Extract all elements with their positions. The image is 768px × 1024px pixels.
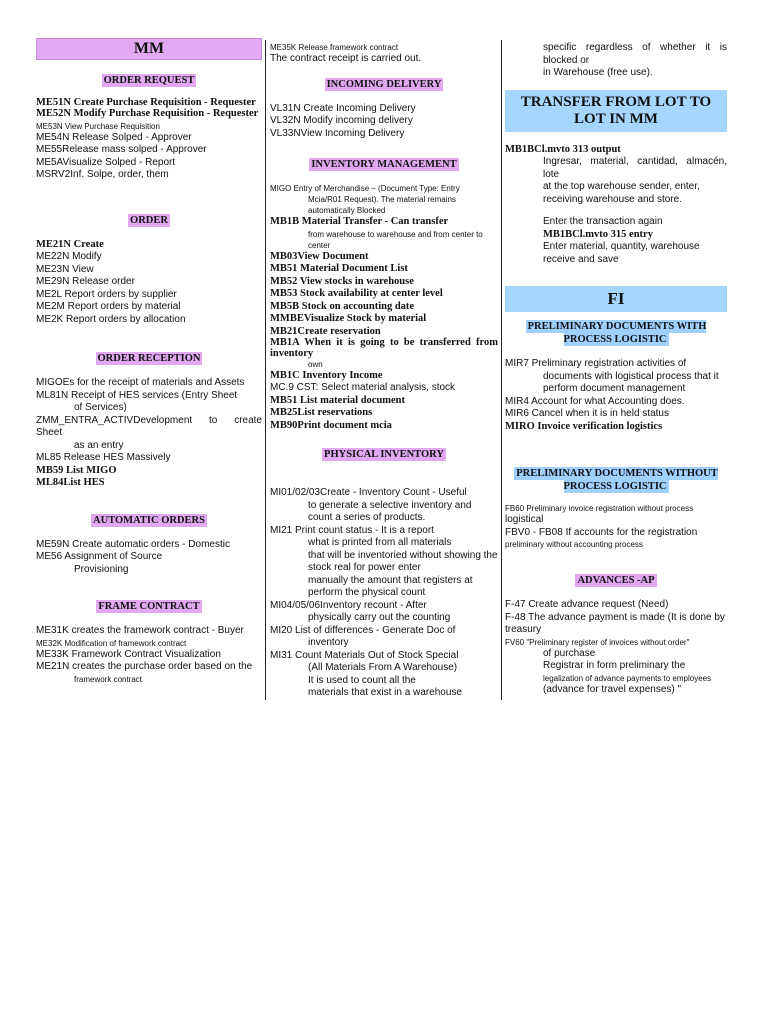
advances-header: ADVANCES -AP (577, 575, 655, 586)
entry-line: MB59 List MIGO (36, 464, 117, 476)
incoming-delivery-header: INCOMING DELIVERY (326, 78, 442, 90)
entry-line: Enter the transaction again (543, 216, 663, 227)
entry-line: Ingresar, material, cantidad, almacén, lote (543, 156, 727, 180)
entry-line: MB51 Material Document List (270, 263, 408, 274)
entry-line: F-47 Create advance request (Need) (505, 599, 669, 610)
entry-line: legalization of advance payments to employees (543, 673, 712, 683)
entry-line: as an entry (74, 439, 124, 451)
frame-contract-header: FRAME CONTRACT (98, 601, 200, 612)
column-divider-2 (501, 40, 502, 700)
order-header: ORDER (130, 214, 168, 226)
entry-line: automatically Blocked (308, 206, 386, 215)
order-request-header: ORDER REQUEST (103, 75, 195, 86)
entry-line: VL31N Create Incoming Delivery (270, 102, 416, 114)
entry-line: MSRV2Inf. Solpe, order, them (36, 169, 169, 180)
advances-list (505, 599, 727, 696)
column-inventory (270, 42, 498, 700)
entry-line: preliminary without accounting process (505, 540, 643, 549)
entry-line: ME51N Create Purchase Requisition - Requester (36, 97, 256, 108)
column-mm (36, 38, 262, 685)
order-reception-header: ORDER RECEPTION (97, 353, 201, 364)
transfer-header: TRANSFER FROM LOT TO LOT IN MM (505, 90, 727, 132)
entry-line: Enter material, quantity, warehouse (543, 241, 700, 252)
entry-line: ME56 Assignment of Source (36, 551, 163, 562)
order-request-list (36, 97, 262, 182)
entry-line: MB52 View stocks in warehouse (270, 275, 414, 287)
entry-line: MB03View Document (270, 250, 369, 262)
incoming-delivery-list (270, 103, 498, 141)
entry-line: materials that exist in a warehouse (308, 687, 462, 698)
entry-line: ME35K Release framework contract (270, 43, 399, 52)
entry-line: framework contract (74, 674, 143, 684)
order-list (36, 239, 262, 327)
entry-line: ZMM_ENTRA_ACTIVDevelopment to create Sheet (36, 414, 262, 438)
inventory-management-header: INVENTORY MANAGEMENT (311, 159, 457, 170)
entry-line: F-48 The advance payment is made (It is done by (505, 611, 725, 623)
entry-line: (All Materials From A Warehouse) (308, 662, 458, 673)
entry-line: stock real for power enter (308, 562, 421, 573)
frame-contract-list (36, 625, 262, 685)
entry-line: center (308, 240, 331, 250)
entry-line: MB53 Stock availability at center level (270, 288, 443, 299)
entry-line: perform the physical count (308, 587, 426, 598)
entry-line: MB1A When it is going to be transferred from inventory (270, 336, 498, 359)
entry-line: MI21 Print count status - It is a report (270, 524, 434, 536)
entry-line: ME21N creates the purchase order based on the (36, 661, 253, 672)
entry-line: MC.9 CST: Select material analysis, stock (270, 382, 456, 393)
entry-line: FB60 Preliminary invoice registration without process (505, 504, 694, 513)
entry-line: MMBEVisualize Stock by material (270, 313, 427, 324)
entry-line: MI01/02/03Create - Inventory Count - Useful (270, 487, 467, 498)
entry-line: ME29N Release order (36, 276, 135, 287)
entry-line: MIR4 Account for what Accounting does. (505, 395, 685, 407)
entry-line: ME21N Create (36, 238, 104, 250)
inventory-management-list (270, 183, 498, 432)
entry-line: MB90Print document mcia (270, 419, 392, 431)
entry-line: ME54N Release Solped - Approver (36, 131, 192, 143)
entry-line: MB25List reservations (270, 407, 373, 418)
entry-line: manually the amount that registers at (308, 574, 473, 586)
entry-line: (advance for travel expenses) " (543, 683, 682, 695)
prelim-with-header: PRELIMINARY DOCUMENTS WITH PROCESS LOGISTIC (527, 321, 707, 345)
entry-line: perform document management (543, 383, 686, 394)
entry-line: MI20 List of differences - Generate Doc of (270, 624, 456, 636)
entry-line: specific regardless of whether it is blocked or (543, 42, 727, 66)
prelim-without-list (505, 503, 727, 550)
entry-line: ME5AVisualize Solped - Report (36, 156, 176, 168)
entry-line: MIGOEs for the receipt of materials and Assets (36, 377, 245, 388)
physical-inventory-list (270, 487, 498, 700)
entry-line: MB51 List material document (270, 394, 406, 406)
entry-line: treasury (505, 624, 542, 635)
prelim-with-list (505, 358, 727, 433)
entry-line: MB21Create reservation (270, 325, 381, 337)
entry-line: receiving warehouse and store. (543, 193, 682, 205)
entry-line: count a series of products. (308, 512, 426, 523)
entry-line: what is printed from all materials (308, 537, 452, 548)
entry-line: MB1B Material Transfer - Can transfer (270, 216, 449, 227)
entry-line: ML81N Receipt of HES services (Entry Sheet (36, 389, 238, 401)
top-lines (270, 42, 498, 66)
entry-line: ME23N View (36, 263, 94, 275)
column-divider-1 (265, 40, 266, 700)
entry-line: ME32K Modification of framework contract (36, 638, 187, 648)
automatic-orders-header: AUTOMATIC ORDERS (93, 514, 205, 526)
entry-line: physically carry out the counting (308, 612, 451, 623)
entry-line: ME33K Framework Contract Visualization (36, 648, 221, 660)
entry-line: ML85 Release HES Massively (36, 452, 171, 463)
transfer-list (505, 144, 727, 267)
entry-line: MB5B Stock on accounting date (270, 300, 415, 312)
entry-line: FBV0 - FB08 If accounts for the registration (505, 526, 698, 538)
entry-line: VL32N Modify incoming delivery (270, 115, 413, 126)
entry-line: MIR7 Preliminary registration activities of (505, 358, 687, 369)
entry-line: of purchase (543, 647, 596, 659)
entry-line: MB1BCl.mvto 313 output (505, 143, 621, 155)
entry-line: ME22N Modify (36, 251, 102, 262)
entry-line: MB1BCl.mvto 315 entry (543, 228, 653, 240)
entry-line: VL33NView Incoming Delivery (270, 127, 405, 139)
entry-line: inventory (308, 637, 349, 648)
entry-line: ME53N View Purchase Requisition (36, 121, 160, 131)
top-lines (505, 42, 727, 80)
entry-line: MIR6 Cancel when it is in held status (505, 408, 669, 419)
entry-line: MI04/05/06Inventory recount - After (270, 599, 427, 611)
entry-line: receive and save (543, 253, 619, 265)
entry-line: from warehouse to warehouse and from center to (308, 229, 483, 239)
prelim-without-header: PRELIMINARY DOCUMENTS WITHOUT PROCESS LOGISTIC (516, 468, 718, 492)
automatic-orders-list (36, 539, 262, 577)
physical-inventory-header: PHYSICAL INVENTORY (324, 449, 444, 460)
entry-line: MIGO Entry of Merchandise – (Document Type: Entry (270, 184, 460, 193)
entry-line: to generate a selective inventory and (308, 499, 472, 511)
entry-line: documents with logistical process that it (543, 370, 719, 382)
entry-line: that will be inventoried without showing the (308, 549, 498, 561)
entry-line: MI31 Count Materials Out of Stock Special (270, 649, 459, 661)
entry-line: Provisioning (74, 563, 129, 575)
entry-line: MIRO Invoice verification logistics (505, 420, 663, 432)
entry-line: logistical (505, 514, 544, 525)
entry-line: ME59N Create automatic orders - Domestic (36, 538, 230, 550)
entry-line: Mcia/R01 Request). The material remains (308, 195, 456, 204)
column-transfer-fi (505, 42, 727, 696)
entry-line: ME52N Modify Purchase Requisition - Requester (36, 108, 259, 119)
fi-title: FI (505, 286, 727, 312)
entry-line: ML84List HES (36, 477, 105, 488)
entry-line: in Warehouse (free use). (543, 67, 653, 78)
entry-line: ME2L Report orders by supplier (36, 288, 177, 300)
entry-line: Registrar in form preliminary the (543, 660, 686, 671)
entry-line: at the top warehouse sender, enter, (543, 181, 700, 192)
entry-line: FV60 "Preliminary register of invoices without order" (505, 637, 690, 647)
entry-line: of Services) (74, 402, 127, 413)
entry-line: The contract receipt is carried out. (270, 53, 422, 64)
order-reception-list (36, 377, 262, 490)
entry-line: MB1C Inventory Income (270, 369, 383, 381)
entry-line: ME55Release mass solped - Approver (36, 144, 207, 155)
entry-line: ME2K Report orders by allocation (36, 313, 186, 325)
entry-line: own (308, 359, 323, 369)
entry-line: ME2M Report orders by material (36, 301, 181, 312)
mm-title: MM (36, 38, 262, 60)
entry-line: It is used to count all the (308, 674, 416, 686)
entry-line: ME31K creates the framework contract - Buyer (36, 625, 244, 636)
